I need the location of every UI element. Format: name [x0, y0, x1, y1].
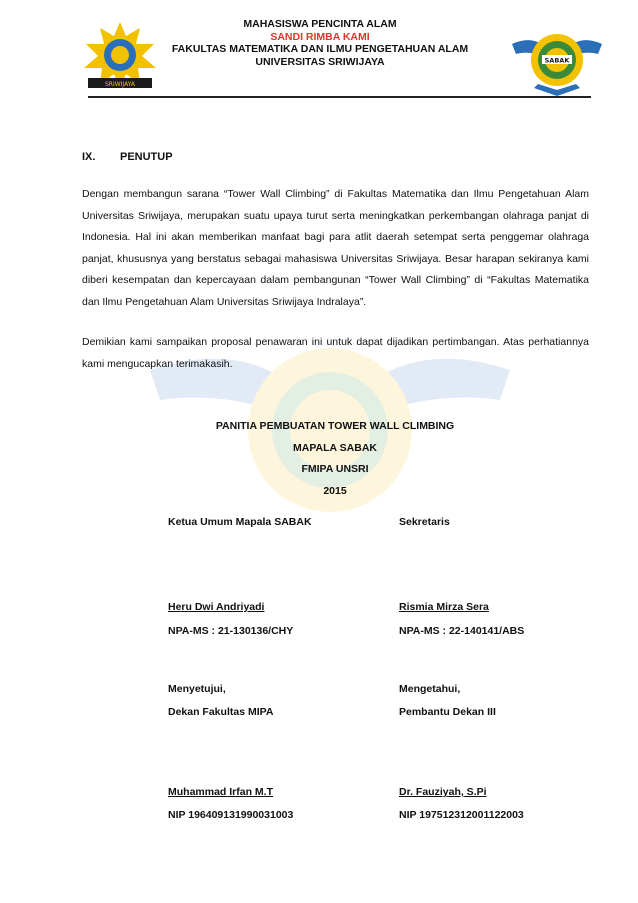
letterhead — [150, 18, 490, 68]
pembantu-dekan-role: Pembantu Dekan III — [399, 706, 496, 718]
section-title: PENUTUP — [120, 151, 173, 163]
committee-faculty: FMIPA UNSRI — [301, 463, 369, 475]
dekan-id: NIP 196409131990031003 — [168, 809, 294, 821]
logo-right-text: SABAK — [544, 56, 570, 65]
sekretaris-name: Rismia Mirza Sera — [399, 601, 489, 613]
sekretaris-id: NPA-MS : 22-140141/ABS — [399, 625, 525, 637]
header-org-motto: SANDI RIMBA KAMI — [270, 30, 370, 43]
header-divider — [88, 96, 591, 98]
ketua-role: Ketua Umum Mapala SABAK — [168, 516, 312, 528]
menyetujui-label: Menyetujui, — [168, 683, 226, 695]
paragraph-closing: Dengan membangun sarana “Tower Wall Climbing” di Fakultas Matematika dan Ilmu Pengetahuan Alam Universitas Sriwijaya, merupakan suatu upaya turut serta meningkatkan perkembangan olahraga panjat di Indonesia. Hal ini akan memberikan manfaat bagi para atlit daerah setempat serta penggemar olahraga panjat, khususnya yang berstatus sebagai mahasiswa Universitas Sriwijaya. Besar harapan sekiranya kami diberi kesempatan dan kepercayaan dalam pembangunan “Tower Wall Climbing” di “Fakultas Matematika dan Ilmu Pengetahuan Alam Universitas Sriwijaya Indralaya”. — [82, 188, 589, 308]
header-faculty: FAKULTAS MATEMATIKA DAN ILMU PENGETAHUAN ALAM — [171, 43, 469, 55]
dekan-name: Muhammad Irfan M.T — [168, 786, 274, 798]
sekretaris-role: Sekretaris — [399, 516, 450, 528]
mengetahui-label: Mengetahui, — [399, 683, 461, 695]
mapala-sabak-logo-icon — [512, 22, 602, 98]
dekan-role: Dekan Fakultas MIPA — [168, 706, 274, 718]
committee-year: 2015 — [323, 484, 347, 497]
header-org-name: MAHASISWA PENCINTA ALAM — [243, 18, 397, 30]
header-university: UNIVERSITAS SRIWIJAYA — [255, 55, 385, 68]
logo-left-text: SRIWIJAYA — [104, 81, 136, 88]
ketua-name: Heru Dwi Andriyadi — [168, 601, 265, 613]
committee-org: MAPALA SABAK — [293, 441, 377, 454]
section-number: IX. — [82, 151, 96, 163]
section-heading — [82, 151, 173, 163]
paragraph-thanks: Demikian kami sampaikan proposal penawaran ini untuk dapat dijadikan pertimbangan. Atas perhatiannya kami mengucapkan terimakasih. — [82, 336, 589, 370]
pembantu-dekan-id: NIP 197512312001122003 — [399, 809, 524, 821]
pembantu-dekan-name: Dr. Fauziyah, S.Pi — [399, 786, 487, 798]
ketua-id: NPA-MS : 21-130136/CHY — [168, 625, 294, 637]
committee-title: PANITIA PEMBUATAN TOWER WALL CLIMBING — [215, 420, 455, 432]
committee-block — [150, 416, 520, 502]
